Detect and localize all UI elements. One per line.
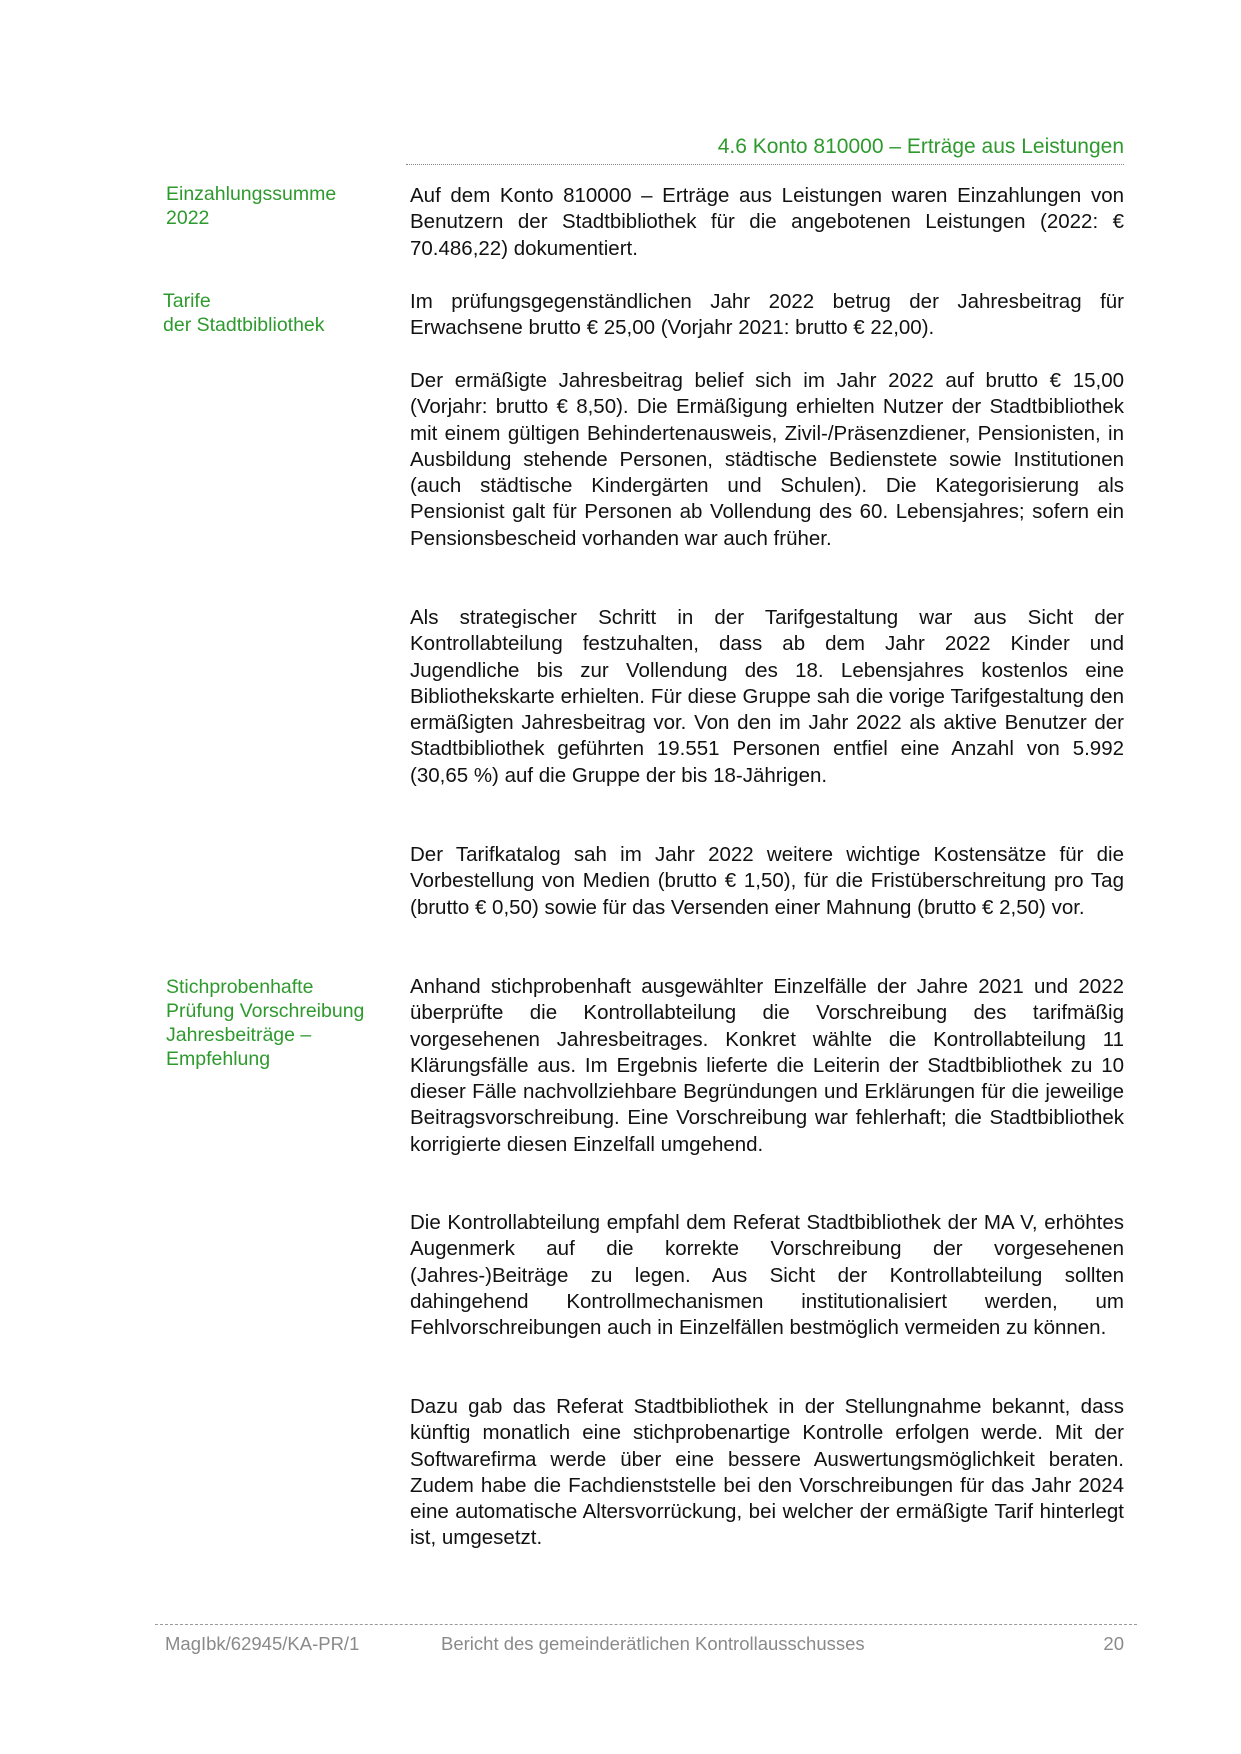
footer-reference: MagIbk/62945/KA-PR/1 [165, 1633, 360, 1654]
section-title: 4.6 Konto 810000 – Erträge aus Leistungen [717, 135, 1124, 158]
margin-note-tarife [163, 289, 383, 337]
paragraph-einzahlungen: Auf dem Konto 810000 – Erträge aus Leistungen waren Einzahlungen von Benutzern der Stadtbibliothek für die angebotenen Leistungen (2022: € 70.486,22) dokumentiert. [410, 184, 1124, 260]
margin-note-text: Stichprobenhafte Prüfung Vorschreibung Jahresbeiträge – Empfehlung [166, 976, 365, 1070]
paragraph-tarifkatalog: Der Tarifkatalog sah im Jahr 2022 weitere wichtige Kostensätze für die Vorbestellung von Medien (brutto € 1,50), für die Fristüberschreitung pro Tag (brutto € 0,50) sowie für das Versenden einer Mahnung (brutto € 2,50) vor. [410, 843, 1124, 919]
paragraph-strategie: Als strategischer Schritt in der Tarifgestaltung war aus Sicht der Kontrollabteilung festzuhalten, dass ab dem Jahr 2022 Kinder und Jugendliche bis zur Vollendung des 18. Lebensjahres kostenlos eine Bibliothekskarte erhielten. Für diese Gruppe sah die vorige Tarifgestaltung den ermäßigten Jahresbeitrag vor. Von den im Jahr 2022 als aktive Benutzer der Stadtbibliothek geführten 19.551 Personen entfiel eine Anzahl von 5.992 (30,65 %) auf die Gruppe der bis 18-Jährigen. [410, 606, 1124, 787]
paragraph-empfehlung: Die Kontrollabteilung empfahl dem Referat Stadtbibliothek der MA V, erhöhtes Augenmerk auf die korrekte Vorschreibung der vorgesehenen (Jahres-)Beiträge zu legen. Aus Sicht der Kontrollabteilung sollten dahingehend Kontrollmechanismen institutionalisiert werden, um Fehlvorschreibungen auch in Einzelfällen bestmöglich vermeiden zu können. [410, 1211, 1124, 1340]
margin-note-stichprobe [166, 975, 386, 1071]
margin-note-text: Einzahlungssumme 2022 [166, 183, 337, 229]
paragraph-stichprobe: Anhand stichprobenhaft ausgewählter Einzelfälle der Jahre 2021 und 2022 überprüfte die Kontrollabteilung die Vorschreibung des tarifmäßig vorgesehenen Jahresbeitrages. Konkret wählte die Kontrollabteilung 11 Klärungsfälle aus. Im Ergebnis lieferte die Leiterin der Stadtbibliothek zu 10 dieser Fälle nachvollziehbare Begründungen und Erklärungen für die jeweilige Beitragsvorschreibung. Eine Vorschreibung war fehlerhaft; die Stadtbibliothek korrigierte diesen Einzelfall umgehend. [410, 975, 1124, 1156]
title-divider [406, 164, 1124, 165]
margin-note-einzahlungssumme [166, 182, 386, 230]
paragraph-jahresbeitrag: Im prüfungsgegenständlichen Jahr 2022 betrug der Jahresbeitrag für Erwachsene brutto € 25,00 (Vorjahr 2021: brutto € 22,00). [410, 290, 1124, 340]
footer-divider [155, 1624, 1137, 1625]
page-number: 20 [1103, 1633, 1124, 1654]
paragraph-ermaessigung: Der ermäßigte Jahresbeitrag belief sich im Jahr 2022 auf brutto € 15,00 (Vorjahr: brutto € 8,50). Die Ermäßigung erhielten Nutzer der Stadtbibliothek mit einem gültigen Behindertenausweis, Zivil-/Präsenzdiener, Pensionisten, in Ausbildung stehende Personen, städtische Bedienstete sowie Institutionen (auch städtische Kindergärten und Schulen). Die Kategorisierung als Pensionist galt für Personen ab Vollendung des 60. Lebensjahres; sofern ein Pensionsbescheid vorhanden war auch früher. [410, 369, 1124, 550]
footer-report-title: Bericht des gemeinderätlichen Kontrollausschusses [441, 1633, 865, 1654]
paragraph-stellungnahme: Dazu gab das Referat Stadtbibliothek in der Stellungnahme bekannt, dass künftig monatlich eine stichprobenartige Kontrolle erfolgen werde. Mit der Softwarefirma werde über eine bessere Auswertungsmöglichkeit beraten. Zudem habe die Fachdienststelle bei den Vorschreibungen für das Jahr 2024 eine automatische Altersvorrückung, bei welcher der ermäßigte Tarif hinterlegt ist, umgesetzt. [410, 1395, 1124, 1550]
margin-note-text: Tarife der Stadtbibliothek [163, 290, 325, 336]
